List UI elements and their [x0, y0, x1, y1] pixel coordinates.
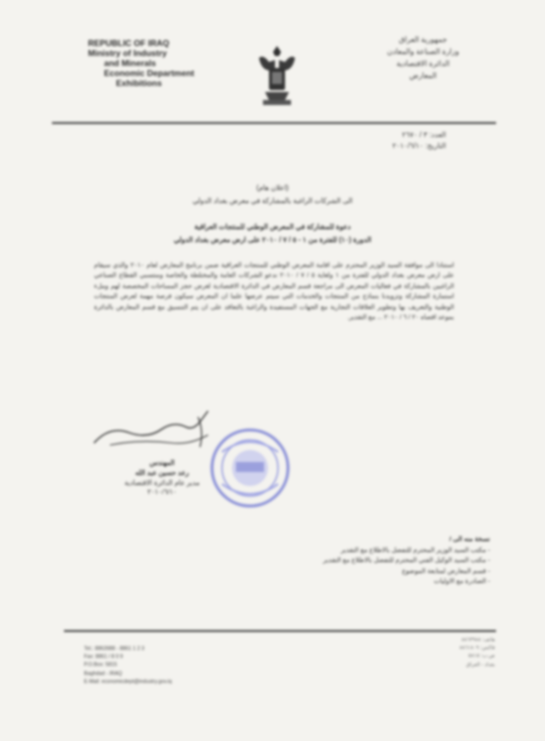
- footer-en-line: E-Mail: economicdept@industry.gov.iq: [84, 678, 172, 685]
- list-item: - مكتب السيد الوكيل الفني المحترم للتفضل بالاطلاع مع التقدير: [250, 556, 490, 567]
- footer-en-line: Tel.: 8863988 - 8861 1 2 3: [84, 646, 145, 652]
- footer-ar-line: بغداد - العراق: [466, 661, 495, 668]
- notice-addressee: الى الشركات الراغبة بالمشاركة في معرض بغداد الدولي: [192, 198, 353, 205]
- footer-ar-line: ص.ب: ٥٨١٥: [468, 653, 495, 660]
- notice-subject-dates: الدورة (١٠) للفترة من ١ - ٥ / ٧ / ٢٠١٠ على ارض معرض بغداد الدولي: [173, 237, 372, 244]
- header-en-line: Exhibitions: [116, 78, 162, 88]
- footer-en-line: Fax: 8861 / 8 0 9: [84, 654, 123, 661]
- body-paragraph: استنادا الى موافقة السيد الوزير المحترم على اقامة المعرض الوطني للمنتجات العراقية ضمن برنامج المعارض لعام ٢٠١٠ والذي سيقام على ارض معرض بغداد الدولي للفترة من ١ ولغاية ٥ / ٧ / ٢٠١٠ ندعو الشركات العامة والمختلطة والخاصة ومنتسبي القطاع الصناعي الراغبين بالمشاركة في فعاليات المعرض الى مراجعة قسم المعارض في الدائرة الاقتصادية لغرض حجز المساحات المخصصة لهم وملء استمارة المشاركة وتزويدنا بنماذج من المنتجات والخدمات التي سيتم عرضها علما ان المعرض سيكون فرصة مهمة لعرض المنتجات الوطنية والتعريف بها وتطوير العلاقات التجارية مع الجهات المستفيدة والراغبة بالتعاقد على ان يتم التنسيق مع قسم المعارض بالدائرة بموعد اقصاه ٢٠ / ٦ / ٢٠١٠ ... مع التقدير.: [94, 262, 454, 322]
- notice-heading: (اعلان هام): [256, 185, 289, 192]
- header-en-line: REPUBLIC OF IRAQ: [88, 38, 170, 48]
- copies-to-block: [250, 535, 490, 588]
- official-stamp-seal: [208, 426, 292, 510]
- header-ar-line: المعارض: [409, 71, 437, 80]
- footer-en-line: Baghdad - IRAQ: [84, 670, 123, 677]
- reference-block: [360, 129, 446, 151]
- header-ar-line: جمهورية العراق: [398, 35, 448, 44]
- footer-ar-line: فاكس: ٨٨٦١٨٠٩: [459, 645, 495, 652]
- footer-contact-english: [84, 645, 234, 686]
- header-ar-line: الدائرة الاقتصادية: [396, 59, 450, 68]
- header-divider: [52, 122, 496, 124]
- header-en-line: Economic Department: [104, 68, 195, 78]
- footer-divider: [64, 630, 496, 632]
- list-item: - مكتب السيد الوزير المحترم للتفضل بالاطلاع مع التقدير: [250, 546, 490, 557]
- footer-ar-line: هاتف: ٨٨٦٣٩٨٨: [461, 637, 495, 643]
- signatory-name: رعد حسين عبد الله: [135, 469, 189, 477]
- reference-date: التاريخ: ٢٠١٠/٦/١٠: [392, 141, 446, 150]
- signatory-date: ٢٠١٠/٦/١٠: [147, 489, 177, 497]
- list-item: - قسم المعارض لمتابعة الموضوع: [250, 567, 490, 578]
- list-item: - الصادرة مع الاوليات: [250, 577, 490, 588]
- footer-en-line: P.O.Box: 5815: [84, 662, 118, 669]
- signatory-title: المهندس: [149, 460, 175, 467]
- header-en-line: Ministry of Industry: [88, 48, 167, 58]
- header-ar-line: وزارة الصناعة والمعادن: [386, 47, 460, 56]
- header-en-line: and Minerals: [104, 58, 156, 68]
- footer-contact-arabic: [345, 636, 495, 669]
- notice-subject: دعوة للمشاركة في المعرض الوطني للمنتجات العراقية: [194, 224, 351, 231]
- reference-number: العدد: ٣ / ٢٦٧٠: [402, 130, 446, 139]
- header-arabic-block: [368, 34, 478, 82]
- iraq-eagle-emblem-icon: [257, 42, 297, 108]
- signatory-block: [116, 459, 208, 498]
- header-english-block: [88, 38, 238, 88]
- handwritten-signature: [90, 405, 225, 460]
- copies-list: [250, 546, 490, 588]
- copies-title: نسخة منه الى /: [449, 536, 490, 543]
- signatory-position: مدير عام الدائرة الاقتصادية: [124, 479, 200, 487]
